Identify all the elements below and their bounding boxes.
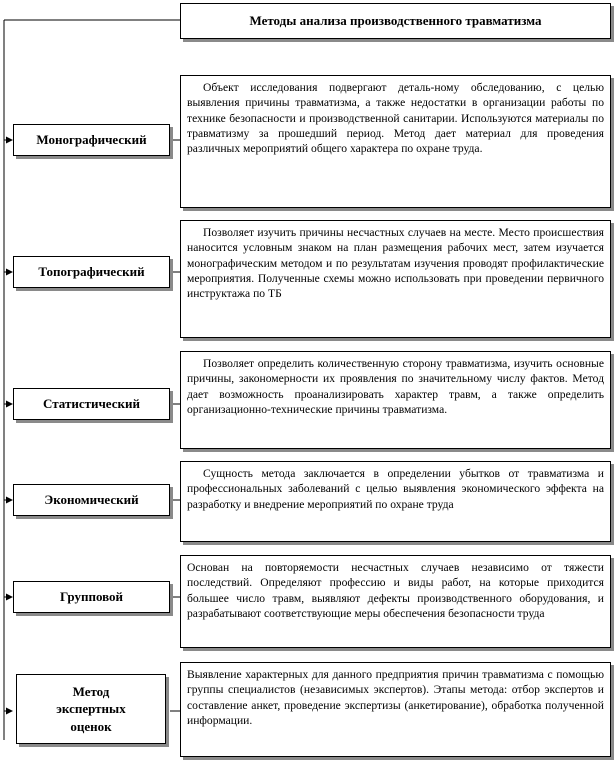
desc-expert: Выявление характерных для данного предприятия причин травматизма с помощью группы специалистов (независимых экспертов). Этапы метода: отбор экспертов и составление анкет, проведение экспертизы (анкетирование), обработка полученной информации. (180, 662, 611, 757)
method-expert: Метод экспертных оценок (16, 674, 166, 744)
diagram-title: Методы анализа производственного травматизма (180, 3, 611, 39)
desc-topographic: Позволяет изучить причины несчастных случаев на месте. Место происшествия наносится условным знаком на план размещения рабочих мест, затем изучается монографическим методом и по результатам изучения проводят профилактические мероприятия. Полученные схемы можно использовать при проведении первичного инструктажа по ТБ (180, 220, 611, 338)
desc-group: Основан на повторяемости несчастных случаев независимо от тяжести последствий. Определяют профессию и виды работ, на которые приходится большее число травм, выявляют дефекты производственного оборудования, и разрабатывают соответствующие меры обеспечения безопасности труда (180, 555, 611, 648)
method-topographic: Топографический (13, 256, 170, 288)
method-statistical: Статистический (13, 388, 170, 420)
method-economic: Экономический (13, 484, 170, 516)
desc-statistical: Позволяет определить количественную сторону травматизма, изучить основные причины, закономерности их проявления по значительному числу фактов. Метод дает возможность проанализировать характер травм, а также определить организационно-технические причины травматизма. (180, 351, 611, 449)
desc-monographic: Объект исследования подвергают деталь-ному обследованию, с целью выявления причины травматизма, а также недостатки в организации работы по технике безопасности и производственной санитарии. Используются материалы по травматизму за прошедший период. Метод дает материал для проведения различных мероприятий общего характера по охране труда. (180, 75, 611, 208)
desc-economic: Сущность метода заключается в определении убытков от травматизма и профессиональных заболеваний с целью выявления экономического эффекта на разработку и внедрение мероприятий по охране труда (180, 461, 611, 542)
method-group: Групповой (13, 581, 170, 613)
method-monographic: Монографический (13, 124, 170, 156)
